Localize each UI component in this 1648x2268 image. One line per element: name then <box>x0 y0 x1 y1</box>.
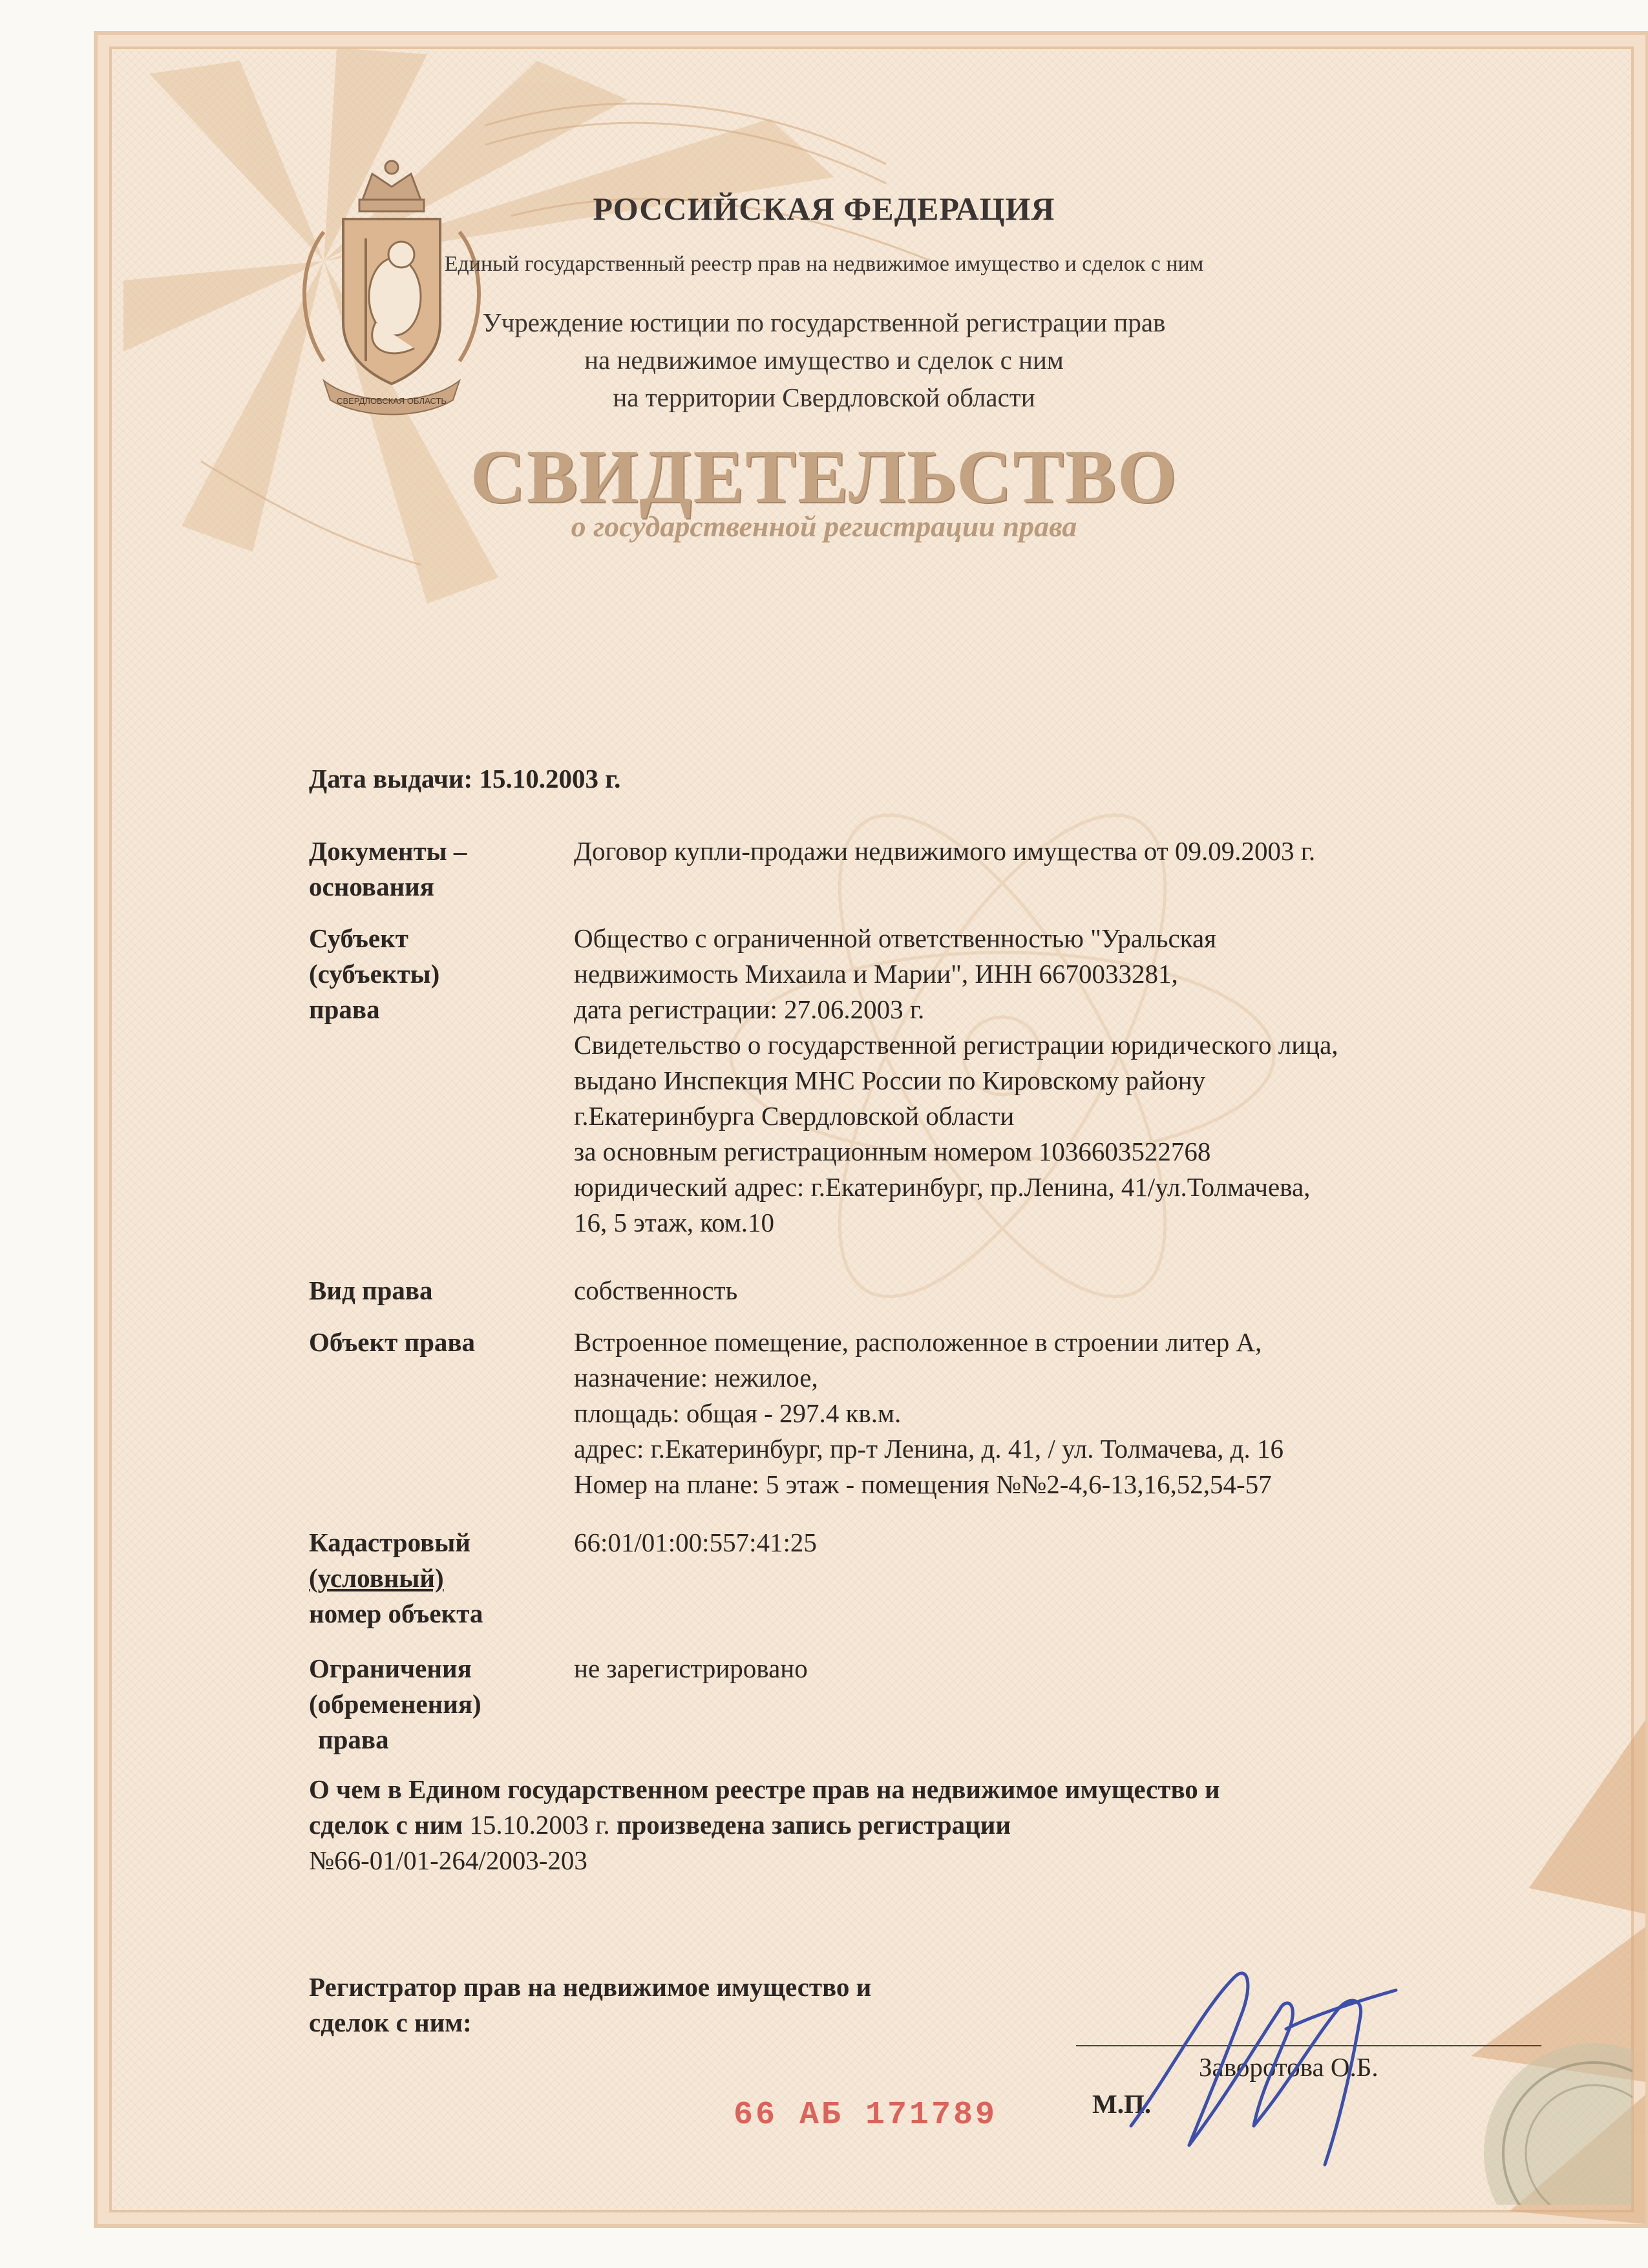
registrar-name: Заворотова О.Б. <box>1199 2052 1379 2082</box>
serial-number: 66 АБ 171789 <box>734 2097 998 2134</box>
value-line: г.Екатеринбурга Свердловской области <box>574 1101 1015 1131</box>
issue-date-value: 15.10.2003 г. <box>479 764 621 793</box>
value-line: собственность <box>574 1276 738 1305</box>
field-value <box>574 921 1543 1241</box>
institution-line: Учреждение юстиции по государственной регистрации прав <box>482 308 1166 337</box>
value-line: Договор купли-продажи недвижимого имущества от 09.09.2003 г. <box>574 836 1316 866</box>
issue-date-label: Дата выдачи: <box>309 764 473 793</box>
field-value <box>574 1273 1543 1308</box>
label-line: права <box>318 1725 389 1754</box>
value-line: площадь: общая - 297.4 кв.м. <box>574 1398 902 1428</box>
label-line: Ограничения <box>309 1654 472 1683</box>
field-label <box>309 1273 548 1308</box>
issue-date <box>309 761 620 797</box>
signature-icon <box>1092 1932 1428 2178</box>
record-number: №66-01/01-264/2003-203 <box>309 1845 587 1875</box>
field-label <box>309 834 548 905</box>
certificate-title: СВИДЕТЕЛЬСТВО <box>470 434 1178 519</box>
value-line: адрес: г.Екатеринбург, пр-т Ленина, д. 41, / ул. Толмачева, д. 16 <box>574 1434 1284 1464</box>
record-line <box>309 1807 1472 1843</box>
value-line: Номер на плане: 5 этаж - помещения №№2-4,6-13,16,52,54-57 <box>574 1469 1272 1499</box>
label-line: основания <box>309 872 434 901</box>
registrar-label <box>309 1969 871 2041</box>
record-line: О чем в Едином государственном реестре прав на недвижимое имущество и <box>309 1774 1220 1804</box>
value-line: юридический адрес: г.Екатеринбург, пр.Ленина, 41/ул.Толмачева, <box>574 1172 1311 1202</box>
field-label <box>309 1525 548 1632</box>
label-line: (субъекты) <box>309 959 440 989</box>
value-line: недвижимость Михаила и Марии", ИНН 6670033281, <box>574 959 1178 989</box>
record-text: сделок с ним <box>309 1810 463 1840</box>
label-line: Вид права <box>309 1276 433 1305</box>
value-line: Общество с ограниченной ответственностью "Уральская <box>574 923 1217 953</box>
field-value <box>574 1525 1543 1560</box>
stamp-place: М.П. <box>1092 2089 1152 2119</box>
field-value <box>574 834 1543 869</box>
value-line: за основным регистрационным номером 1036603522768 <box>574 1137 1211 1166</box>
value-line: Встроенное помещение, расположенное в строении литер А, <box>574 1327 1262 1357</box>
registrar-line: Регистратор прав на недвижимое имущество и <box>309 1972 872 2002</box>
value-line: Свидетельство о государственной регистрации юридического лица, <box>574 1030 1338 1060</box>
label-line: (обременения) <box>309 1689 481 1719</box>
label-line: права <box>309 994 380 1024</box>
emblem-ribbon-text: СВЕРДЛОВСКАЯ ОБЛАСТЬ <box>337 396 447 406</box>
value-line: назначение: нежилое, <box>574 1363 818 1392</box>
institution-name <box>0 304 1648 416</box>
label-line: Кадастровый <box>309 1528 470 1557</box>
registry-name: Единый государственный реестр прав на недвижимое имущество и сделок с ним <box>444 252 1204 276</box>
hologram-seal <box>1464 2011 1632 2205</box>
record-text: произведена запись регистрации <box>616 1810 1011 1840</box>
label-line: (условный) <box>309 1563 444 1593</box>
value-line: дата регистрации: 27.06.2003 г. <box>574 994 925 1024</box>
field-value <box>574 1325 1543 1502</box>
institution-line: на недвижимое имущество и сделок с ним <box>584 345 1064 375</box>
certificate-subtitle: о государственной регистрации права <box>571 510 1077 543</box>
value-line: не зарегистрировано <box>574 1654 808 1683</box>
registration-record <box>309 1772 1472 1878</box>
label-line: Документы – <box>309 836 467 866</box>
country-heading: РОССИЙСКАЯ ФЕДЕРАЦИЯ <box>593 191 1055 227</box>
value-line: 66:01/01:00:557:41:25 <box>574 1528 817 1557</box>
value-line: выдано Инспекция МНС России по Кировскому району <box>574 1066 1206 1095</box>
field-label <box>309 1651 548 1758</box>
record-date: 15.10.2003 г. <box>469 1810 610 1840</box>
label-line: номер объекта <box>309 1599 483 1628</box>
registrar-line: сделок с ним: <box>309 2008 472 2037</box>
field-label <box>309 921 548 1027</box>
institution-line: на территории Свердловской области <box>613 383 1035 412</box>
field-value <box>574 1651 1543 1686</box>
value-line: 16, 5 этаж, ком.10 <box>574 1208 775 1237</box>
label-line: Объект права <box>309 1327 476 1357</box>
field-label <box>309 1325 548 1360</box>
label-line: Субъект <box>309 923 408 953</box>
